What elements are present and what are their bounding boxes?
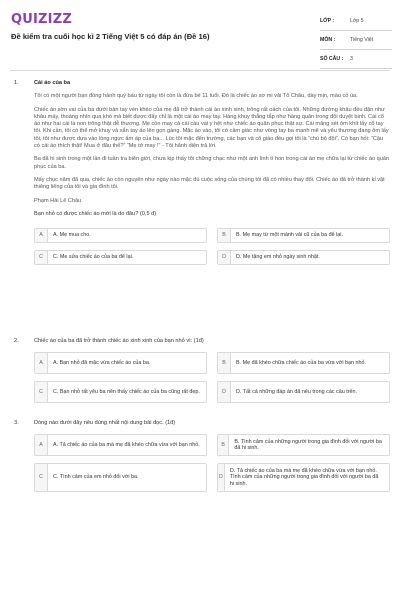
question-number: 2. bbox=[14, 338, 19, 344]
option-text: B. Mẹ may từ một mảnh vải cũ của ba để lại. bbox=[236, 232, 343, 239]
question-stem: Bạn nhỏ có được chiếc áo mới là do đâu? (0,5 đ) bbox=[34, 210, 157, 217]
option-text: B. Tình cảm của những người trong gia đình đối với người ba đã hi sinh. bbox=[234, 438, 382, 452]
answer-option-d[interactable] bbox=[217, 463, 390, 492]
header-divider bbox=[10, 70, 390, 71]
question-1 bbox=[10, 80, 390, 265]
meta-value: 3 bbox=[350, 56, 353, 62]
option-letter: B bbox=[218, 229, 231, 242]
passage-paragraph: Mấy chục năm đã qua, chiếc áo còn nguyên như ngày nào mặc dù cuộc sống của chúng tôi đã có nhiều thay đổi. Chiếc áo đã trở thành kỉ vật thiêng liêng của tôi và gia đình tôi. bbox=[34, 176, 385, 191]
option-text: A. Tả chiếc áo của ba mà mẹ đã khéo chữa vừa với bạn nhỏ. bbox=[53, 441, 200, 448]
meta-value: Lớp 5 bbox=[350, 18, 364, 24]
answer-option-c[interactable] bbox=[34, 250, 207, 265]
answer-options bbox=[34, 352, 390, 403]
meta-row-grade bbox=[320, 12, 392, 31]
option-text: A. Bạn nhỏ đã mặc vừa chiếc áo của ba. bbox=[53, 359, 151, 366]
option-letter: B bbox=[218, 353, 231, 373]
option-text: D. Tất cả những đáp án đã nêu trong các câu trên. bbox=[236, 388, 357, 395]
option-text: C. Bạn nhỏ rất yêu ba nên thấy chiếc áo của ba cũng rất đẹp. bbox=[53, 388, 200, 395]
passage-paragraph: Chiếc áo sờn vai của ba dưới bàn tay vén khéo của mẹ đã trở thành cái áo xinh xinh, trông rất oách của tôi. Những đường khâu đều đặn như khâu máy, thoáng nhìn qua khó mà biết được đấy chỉ là một cái áo may tay. Hàng khuy thẳng tắp như hàng quân trong đội duyệt binh. Cái cổ áo như hai cái lá non trông thật dễ thương. Mẹ còn may cả cái cầu vai y hệt như chiếc áo quân phục thật sự. Cái măng sét ôm khít lấy cổ tay tôi. Khi cần, tôi có thể mở khuy và xắn tay áo lên gọn gàng. Mặc áo vào, tôi có cảm giác như vòng tay ba mạnh mẽ và yêu thương đang ôm lấy tôi, tôi như được dựa vào lồng ngực ấm áp của ba... Lúc tôi mặc đến trường, các bạn và cô giáo đều gọi tôi là “chú bộ đội”. Có bạn hỏi: “Cậu có cái áo thích thật! Mua ở đâu thế?” “Mẹ tớ may !” - Tôi hãnh diện trả lời. bbox=[34, 106, 389, 150]
answer-option-d[interactable] bbox=[217, 381, 390, 403]
answer-option-a[interactable] bbox=[34, 352, 207, 374]
answer-option-b[interactable] bbox=[217, 352, 390, 374]
question-stem: Chiếc áo của ba đã trở thành chiếc áo xinh xinh của bạn nhỏ vì: (1đ) bbox=[34, 338, 204, 344]
option-text: B. Mẹ đã khéo chữa chiếc áo của ba vừa với bạn nhỏ. bbox=[236, 359, 367, 366]
option-text: A. Mẹ mua cho. bbox=[53, 232, 91, 239]
option-letter: A bbox=[35, 435, 48, 455]
answer-option-b[interactable] bbox=[217, 434, 390, 456]
meta-row-subject bbox=[320, 31, 392, 50]
question-3 bbox=[10, 420, 390, 492]
answer-option-b[interactable] bbox=[217, 228, 390, 243]
meta-table bbox=[320, 12, 392, 69]
option-letter: C bbox=[35, 251, 48, 264]
option-letter: C bbox=[35, 382, 48, 402]
question-2 bbox=[10, 338, 390, 403]
question-number: 3. bbox=[14, 420, 19, 426]
quizizz-logo: QUIZIZZ bbox=[11, 12, 72, 27]
option-letter: D bbox=[218, 382, 231, 402]
meta-row-question-count bbox=[320, 50, 392, 69]
meta-value: Tiếng Việt bbox=[350, 37, 374, 43]
question-number: 1. bbox=[14, 80, 19, 86]
option-letter: D bbox=[218, 464, 225, 491]
option-text: C. Tình cảm của em nhỏ đối với ba. bbox=[53, 474, 139, 481]
option-text: C. Mẹ sửa chiếc áo của ba để lại. bbox=[53, 253, 134, 260]
meta-key: LỚP : bbox=[320, 18, 335, 24]
option-letter: A bbox=[35, 229, 48, 242]
answer-option-c[interactable] bbox=[34, 381, 207, 403]
option-letter: C bbox=[35, 464, 48, 491]
answer-option-a[interactable] bbox=[34, 434, 207, 456]
meta-key: MÔN : bbox=[320, 37, 336, 43]
question-stem: Dòng nào dưới đây nêu đúng nhất nội dung bài đọc. (1đ) bbox=[34, 420, 176, 426]
option-letter: B bbox=[218, 435, 229, 455]
passage-title: Cái áo của ba bbox=[34, 80, 71, 86]
option-letter: A bbox=[35, 353, 48, 373]
answer-option-d[interactable] bbox=[217, 250, 390, 265]
meta-key: SỐ CÂU : bbox=[320, 56, 344, 62]
passage-author: Phạm Hải Lê Châu bbox=[34, 197, 82, 204]
page-title: Đề kiểm tra cuối học kì 2 Tiếng Việt 5 có đáp án (Đề 16) bbox=[11, 32, 210, 41]
option-letter: D bbox=[218, 251, 231, 264]
option-text: D. Tả chiếc áo của ba mà mẹ đã khéo chữa vừa với bạn nhỏ. Tình cảm của những người trong gia đình đối với người ba đã hi sinh. bbox=[229, 467, 379, 488]
answer-options bbox=[34, 434, 390, 492]
passage-paragraph: Tôi có một người bạn đồng hành quý báu từ ngày tôi còn là đứa bé 11 tuổi. Đó là chiếc áo sơ mi vải Tô Châu, dày mịn, màu cỏ úa. bbox=[34, 93, 358, 100]
option-text: D. Mẹ tặng em nhỏ ngày sinh nhật. bbox=[236, 253, 320, 260]
answer-option-c[interactable] bbox=[34, 463, 207, 492]
answer-options bbox=[34, 228, 390, 265]
answer-option-a[interactable] bbox=[34, 228, 207, 243]
passage-paragraph: Ba đã hi sinh trong một lần đi tuần tra biên giới, chưa kịp thấy tôi chững chạc như một anh lính tí hon trong cái áo mẹ chữa lại từ chiếc áo quân phục của ba. bbox=[34, 156, 390, 170]
